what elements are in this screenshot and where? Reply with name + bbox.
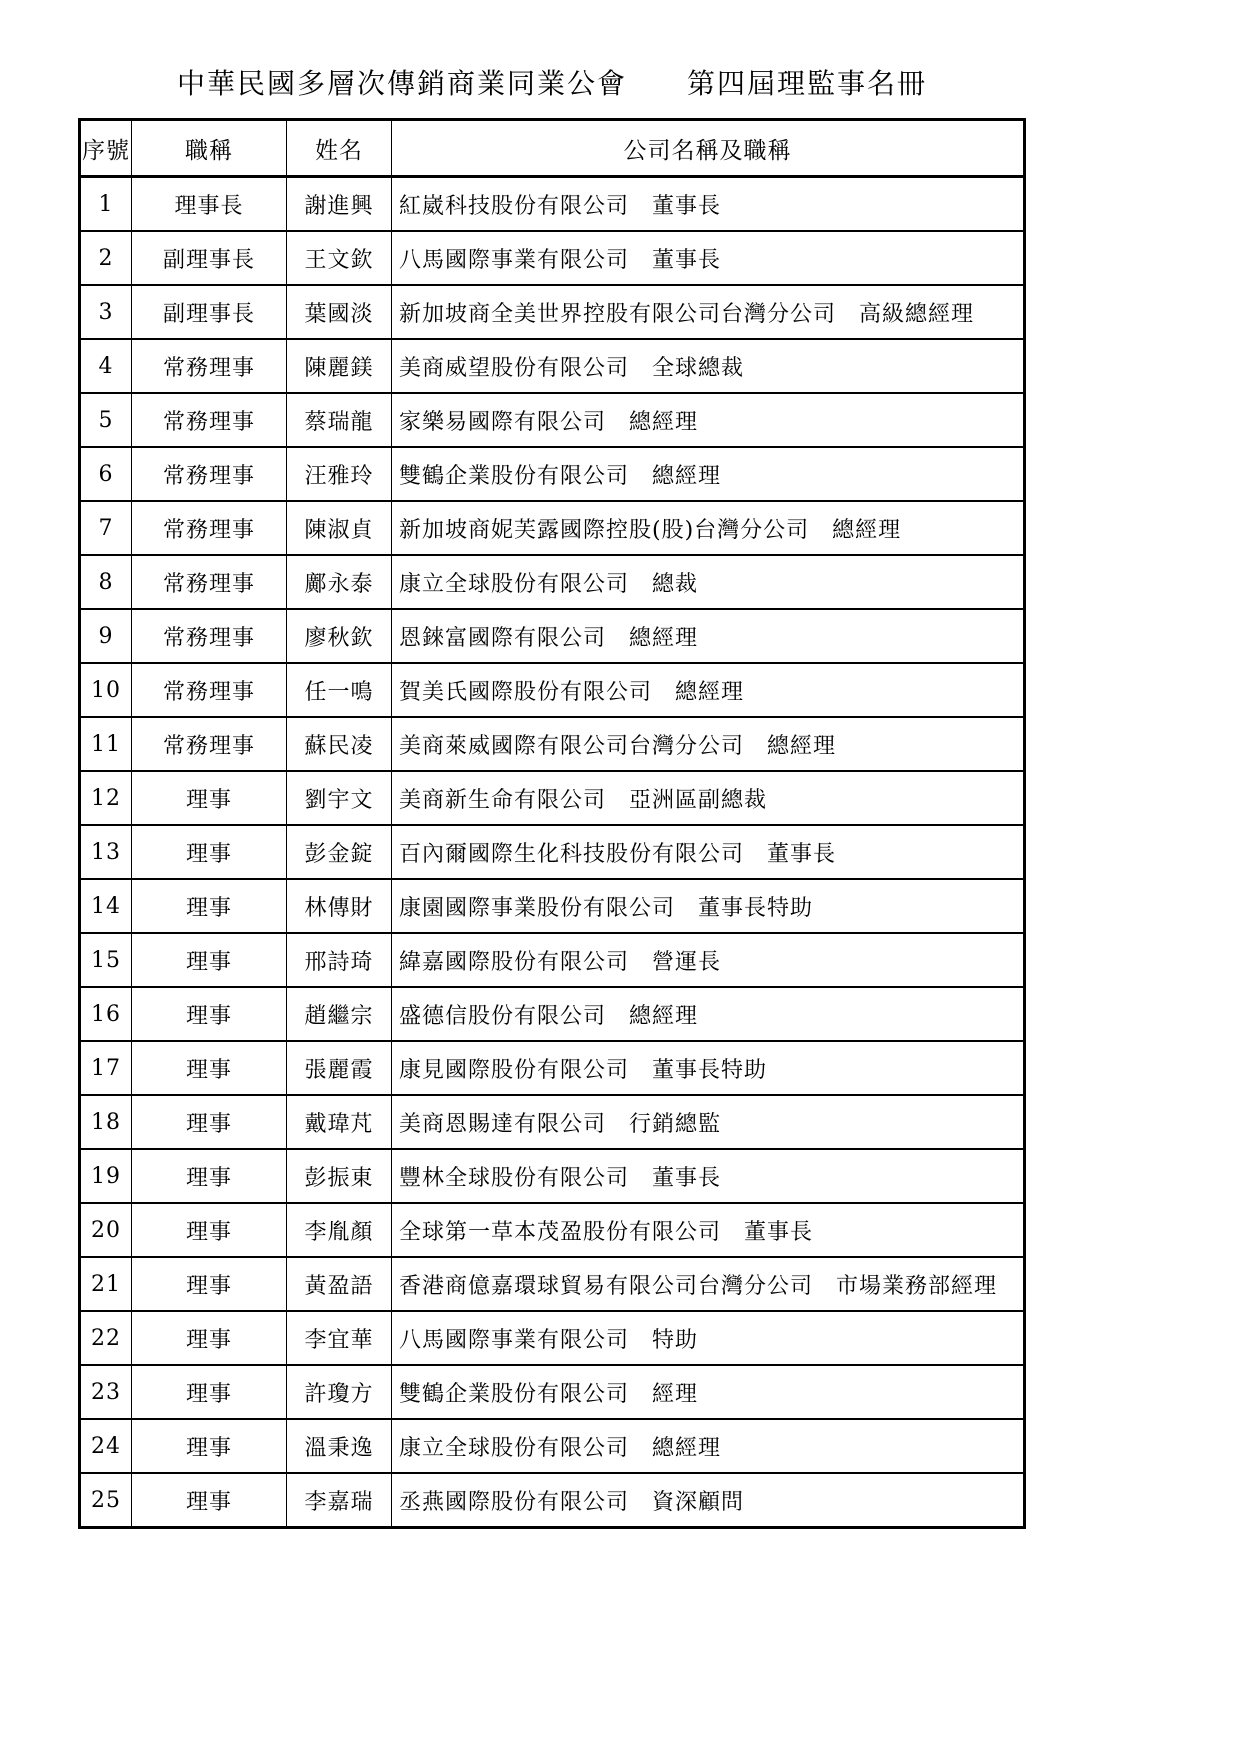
cell-name: 彭振東 bbox=[287, 1149, 392, 1203]
table-row bbox=[80, 1203, 1025, 1257]
cell-no: 15 bbox=[80, 933, 132, 987]
cell-no: 17 bbox=[80, 1041, 132, 1095]
cell-company: 丞燕國際股份有限公司 資深顧問 bbox=[392, 1473, 1025, 1528]
cell-title: 常務理事 bbox=[132, 717, 287, 771]
table-row bbox=[80, 1257, 1025, 1311]
cell-no: 22 bbox=[80, 1311, 132, 1365]
cell-title: 常務理事 bbox=[132, 609, 287, 663]
cell-no: 8 bbox=[80, 555, 132, 609]
cell-company: 八馬國際事業有限公司 董事長 bbox=[392, 231, 1025, 285]
cell-no: 13 bbox=[80, 825, 132, 879]
header-no: 序號 bbox=[80, 120, 132, 177]
cell-title: 理事 bbox=[132, 1419, 287, 1473]
cell-name: 任一鳴 bbox=[287, 663, 392, 717]
cell-no: 3 bbox=[80, 285, 132, 339]
cell-company: 八馬國際事業有限公司 特助 bbox=[392, 1311, 1025, 1365]
cell-name: 汪雅玲 bbox=[287, 447, 392, 501]
cell-company: 美商萊威國際有限公司台灣分公司 總經理 bbox=[392, 717, 1025, 771]
cell-title: 常務理事 bbox=[132, 393, 287, 447]
header-name: 姓名 bbox=[287, 120, 392, 177]
cell-title: 理事 bbox=[132, 1095, 287, 1149]
table-row bbox=[80, 717, 1025, 771]
table-row bbox=[80, 555, 1025, 609]
table-row bbox=[80, 1473, 1025, 1528]
cell-name: 蔡瑞龍 bbox=[287, 393, 392, 447]
cell-title: 常務理事 bbox=[132, 501, 287, 555]
table-row bbox=[80, 339, 1025, 393]
table-row bbox=[80, 1041, 1025, 1095]
cell-name: 溫秉逸 bbox=[287, 1419, 392, 1473]
cell-name: 李胤顏 bbox=[287, 1203, 392, 1257]
cell-company: 雙鶴企業股份有限公司 總經理 bbox=[392, 447, 1025, 501]
table-row bbox=[80, 933, 1025, 987]
table-row bbox=[80, 231, 1025, 285]
cell-name: 劉宇文 bbox=[287, 771, 392, 825]
header-row bbox=[80, 120, 1025, 177]
cell-title: 副理事長 bbox=[132, 285, 287, 339]
cell-no: 21 bbox=[80, 1257, 132, 1311]
cell-title: 副理事長 bbox=[132, 231, 287, 285]
cell-company: 百內爾國際生化科技股份有限公司 董事長 bbox=[392, 825, 1025, 879]
cell-name: 邢詩琦 bbox=[287, 933, 392, 987]
cell-title: 理事 bbox=[132, 933, 287, 987]
table-row bbox=[80, 393, 1025, 447]
roster-body bbox=[80, 177, 1025, 1528]
cell-no: 24 bbox=[80, 1419, 132, 1473]
table-row bbox=[80, 1095, 1025, 1149]
cell-name: 陳淑貞 bbox=[287, 501, 392, 555]
cell-no: 4 bbox=[80, 339, 132, 393]
cell-name: 黃盈語 bbox=[287, 1257, 392, 1311]
cell-title: 理事 bbox=[132, 1041, 287, 1095]
table-row bbox=[80, 825, 1025, 879]
cell-company: 雙鶴企業股份有限公司 經理 bbox=[392, 1365, 1025, 1419]
table-row bbox=[80, 987, 1025, 1041]
cell-company: 新加坡商全美世界控股有限公司台灣分公司 高級總經理 bbox=[392, 285, 1025, 339]
cell-title: 理事 bbox=[132, 987, 287, 1041]
cell-title: 常務理事 bbox=[132, 447, 287, 501]
cell-name: 王文欽 bbox=[287, 231, 392, 285]
cell-company: 恩錸富國際有限公司 總經理 bbox=[392, 609, 1025, 663]
cell-title: 理事 bbox=[132, 1365, 287, 1419]
table-row bbox=[80, 447, 1025, 501]
cell-name: 李宜華 bbox=[287, 1311, 392, 1365]
cell-company: 盛德信股份有限公司 總經理 bbox=[392, 987, 1025, 1041]
cell-title: 理事 bbox=[132, 1203, 287, 1257]
cell-no: 7 bbox=[80, 501, 132, 555]
cell-company: 美商威望股份有限公司 全球總裁 bbox=[392, 339, 1025, 393]
cell-title: 理事 bbox=[132, 771, 287, 825]
cell-no: 5 bbox=[80, 393, 132, 447]
cell-title: 理事長 bbox=[132, 177, 287, 232]
table-row bbox=[80, 285, 1025, 339]
cell-no: 2 bbox=[80, 231, 132, 285]
cell-name: 廖秋欽 bbox=[287, 609, 392, 663]
cell-title: 常務理事 bbox=[132, 663, 287, 717]
table-row bbox=[80, 609, 1025, 663]
cell-company: 康立全球股份有限公司 總經理 bbox=[392, 1419, 1025, 1473]
cell-name: 李嘉瑞 bbox=[287, 1473, 392, 1528]
cell-name: 趙繼宗 bbox=[287, 987, 392, 1041]
table-row bbox=[80, 1419, 1025, 1473]
roster-table bbox=[78, 118, 1026, 1529]
cell-name: 蘇民凌 bbox=[287, 717, 392, 771]
cell-name: 謝進興 bbox=[287, 177, 392, 232]
header-title: 職稱 bbox=[132, 120, 287, 177]
cell-no: 12 bbox=[80, 771, 132, 825]
cell-no: 1 bbox=[80, 177, 132, 232]
table-row bbox=[80, 1365, 1025, 1419]
cell-name: 張麗霞 bbox=[287, 1041, 392, 1095]
cell-company: 美商新生命有限公司 亞洲區副總裁 bbox=[392, 771, 1025, 825]
cell-name: 彭金錠 bbox=[287, 825, 392, 879]
cell-no: 20 bbox=[80, 1203, 132, 1257]
cell-no: 11 bbox=[80, 717, 132, 771]
cell-title: 常務理事 bbox=[132, 555, 287, 609]
cell-company: 豐林全球股份有限公司 董事長 bbox=[392, 1149, 1025, 1203]
cell-name: 林傳財 bbox=[287, 879, 392, 933]
cell-title: 理事 bbox=[132, 1311, 287, 1365]
cell-company: 康立全球股份有限公司 總裁 bbox=[392, 555, 1025, 609]
cell-name: 陳麗鎂 bbox=[287, 339, 392, 393]
cell-no: 10 bbox=[80, 663, 132, 717]
cell-title: 理事 bbox=[132, 1257, 287, 1311]
header-company: 公司名稱及職稱 bbox=[392, 120, 1025, 177]
cell-company: 香港商億嘉環球貿易有限公司台灣分公司 市場業務部經理 bbox=[392, 1257, 1025, 1311]
cell-no: 16 bbox=[80, 987, 132, 1041]
cell-no: 25 bbox=[80, 1473, 132, 1528]
table-row bbox=[80, 771, 1025, 825]
cell-company: 家樂易國際有限公司 總經理 bbox=[392, 393, 1025, 447]
cell-company: 賀美氏國際股份有限公司 總經理 bbox=[392, 663, 1025, 717]
table-row bbox=[80, 879, 1025, 933]
cell-company: 新加坡商妮芙露國際控股(股)台灣分公司 總經理 bbox=[392, 501, 1025, 555]
cell-name: 鄺永泰 bbox=[287, 555, 392, 609]
cell-title: 理事 bbox=[132, 1149, 287, 1203]
table-row bbox=[80, 177, 1025, 232]
cell-title: 理事 bbox=[132, 1473, 287, 1528]
cell-company: 紅崴科技股份有限公司 董事長 bbox=[392, 177, 1025, 232]
cell-no: 14 bbox=[80, 879, 132, 933]
table-row bbox=[80, 663, 1025, 717]
cell-title: 理事 bbox=[132, 825, 287, 879]
cell-company: 康見國際股份有限公司 董事長特助 bbox=[392, 1041, 1025, 1095]
cell-name: 戴瑋芃 bbox=[287, 1095, 392, 1149]
cell-no: 23 bbox=[80, 1365, 132, 1419]
table-row bbox=[80, 1311, 1025, 1365]
table-row bbox=[80, 501, 1025, 555]
cell-name: 葉國淡 bbox=[287, 285, 392, 339]
cell-title: 理事 bbox=[132, 879, 287, 933]
cell-company: 全球第一草本茂盈股份有限公司 董事長 bbox=[392, 1203, 1025, 1257]
cell-company: 美商恩賜達有限公司 行銷總監 bbox=[392, 1095, 1025, 1149]
page-title: 中華民國多層次傳銷商業同業公會 第四屆理監事名冊 bbox=[176, 67, 927, 100]
cell-name: 許瓊方 bbox=[287, 1365, 392, 1419]
cell-title: 常務理事 bbox=[132, 339, 287, 393]
cell-no: 18 bbox=[80, 1095, 132, 1149]
cell-company: 緯嘉國際股份有限公司 營運長 bbox=[392, 933, 1025, 987]
table-row bbox=[80, 1149, 1025, 1203]
cell-no: 9 bbox=[80, 609, 132, 663]
cell-company: 康園國際事業股份有限公司 董事長特助 bbox=[392, 879, 1025, 933]
cell-no: 19 bbox=[80, 1149, 132, 1203]
cell-no: 6 bbox=[80, 447, 132, 501]
